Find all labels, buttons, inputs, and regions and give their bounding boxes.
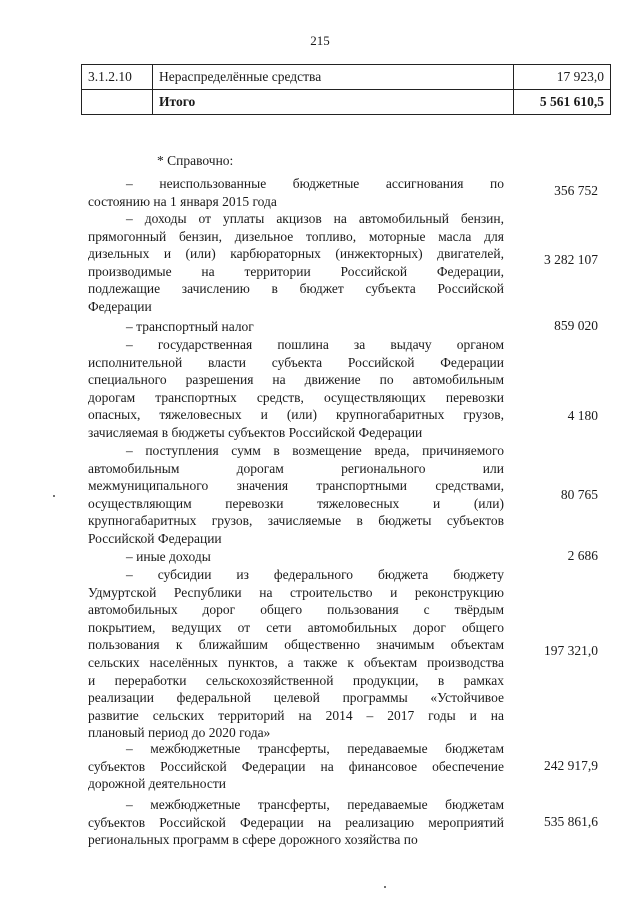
reference-line: дорожной деятельности — [88, 776, 226, 792]
reference-value: 535 861,6 — [544, 814, 598, 829]
reference-line: Удмуртской Республики на строительство и реконструкцию — [88, 584, 504, 600]
reference-line: специального разрешения на движение по автомобильным — [88, 372, 504, 388]
row-code — [82, 90, 153, 115]
total-row — [82, 90, 611, 115]
reference-item — [88, 210, 504, 316]
reference-line: состоянию на 1 января 2015 года — [88, 193, 277, 209]
reference-item — [88, 442, 504, 548]
reference-line: межмуниципального значения транспортными средствами, — [88, 478, 504, 494]
reference-line: Российской Федерации — [88, 530, 222, 546]
reference-line: – субсидии из федерального бюджета бюджету — [126, 567, 504, 582]
reference-item — [88, 336, 504, 442]
reference-line: покрытием, ведущих от сети автомобильных дорог общего — [88, 619, 504, 635]
reference-line: подлежащие зачислению в бюджет субъекта Российской — [88, 281, 504, 297]
reference-line: сельских населённых пунктов, а также к объектам производства — [88, 654, 504, 670]
reference-line: осуществляющим перевозки тяжеловесных и (или) — [88, 495, 504, 511]
reference-line: производимые на территории Российской Федерации, — [88, 263, 504, 279]
total-amount: 5 561 610,5 — [514, 90, 611, 115]
reference-line: исполнительной власти субъекта Российской Федерации — [88, 354, 504, 370]
reference-line: развитие сельских территорий на 2014 – 2017 годы и на — [88, 707, 504, 723]
reference-line: – иные доходы — [126, 549, 211, 564]
reference-line: дорогам транспортных средств, осуществляющих перевозки — [88, 389, 504, 405]
reference-line: – поступления сумм в возмещение вреда, причиняемого — [126, 443, 504, 458]
reference-value: 356 752 — [554, 183, 598, 198]
reference-item — [88, 175, 504, 210]
row-code: 3.1.2.10 — [82, 65, 153, 90]
reference-line: автомобильных дорог общего пользования с твёрдым — [88, 602, 504, 618]
reference-line: пользования к ближайшим общественно значимым объектам — [88, 637, 504, 653]
reference-value: 4 180 — [567, 408, 598, 423]
reference-value: 80 765 — [560, 487, 598, 502]
note-title: * Справочно: — [157, 153, 234, 168]
reference-line: зачисляемая в бюджеты субъектов Российской Федерации — [88, 424, 423, 440]
row-amount: 17 923,0 — [514, 65, 611, 90]
reference-line: прямогонный бензин, дизельное топливо, моторные масла для — [88, 228, 504, 244]
reference-value: 242 917,9 — [544, 758, 598, 773]
reference-item — [88, 566, 504, 742]
reference-line: Федерации — [88, 298, 152, 314]
budget-table — [81, 64, 611, 115]
reference-line: реализации федеральной целевой программы «Устойчивое — [88, 690, 504, 706]
reference-line: крупногабаритных грузов, зачисляемые в бюджеты субъектов — [88, 513, 504, 529]
page-number: 215 — [310, 33, 330, 48]
reference-line: – неиспользованные бюджетные ассигнования по — [126, 176, 504, 191]
reference-item — [88, 548, 504, 566]
reference-value: 3 282 107 — [544, 252, 598, 267]
table-row — [82, 65, 611, 90]
reference-line: субъектов Российской Федерации на реализацию мероприятий — [88, 814, 504, 830]
row-name: Нераспределённые средства — [153, 65, 514, 90]
reference-value: 859 020 — [554, 318, 598, 333]
reference-line: и переработки сельскохозяйственной продукции, в рамках — [88, 672, 504, 688]
reference-line: дизельных и (или) карбюраторных (инжекторных) двигателей, — [88, 246, 504, 262]
reference-line: опасных, тяжеловесных и (или) крупногабаритных грузов, — [88, 407, 504, 423]
reference-item — [88, 740, 504, 793]
reference-line: субъектов Российской Федерации на финансовое обеспечение — [88, 758, 504, 774]
reference-line: – государственная пошлина за выдачу органом — [126, 337, 504, 352]
reference-line: плановый период до 2020 года» — [88, 725, 271, 741]
reference-line: – доходы от уплаты акцизов на автомобильный бензин, — [126, 211, 504, 226]
reference-value: 197 321,0 — [544, 643, 598, 658]
reference-line: – транспортный налог — [126, 319, 254, 334]
reference-line: автомобильным дорогам регионального или — [88, 460, 504, 476]
scan-speck — [384, 886, 386, 888]
reference-line: – межбюджетные трансферты, передаваемые бюджетам — [126, 741, 504, 756]
scan-speck — [53, 495, 55, 497]
reference-value: 2 686 — [567, 548, 598, 563]
reference-line: региональных программ в сфере дорожного хозяйства по — [88, 832, 418, 848]
total-label: Итого — [153, 90, 514, 115]
reference-item — [88, 796, 504, 849]
reference-line: – межбюджетные трансферты, передаваемые бюджетам — [126, 797, 504, 812]
reference-item — [88, 318, 504, 336]
